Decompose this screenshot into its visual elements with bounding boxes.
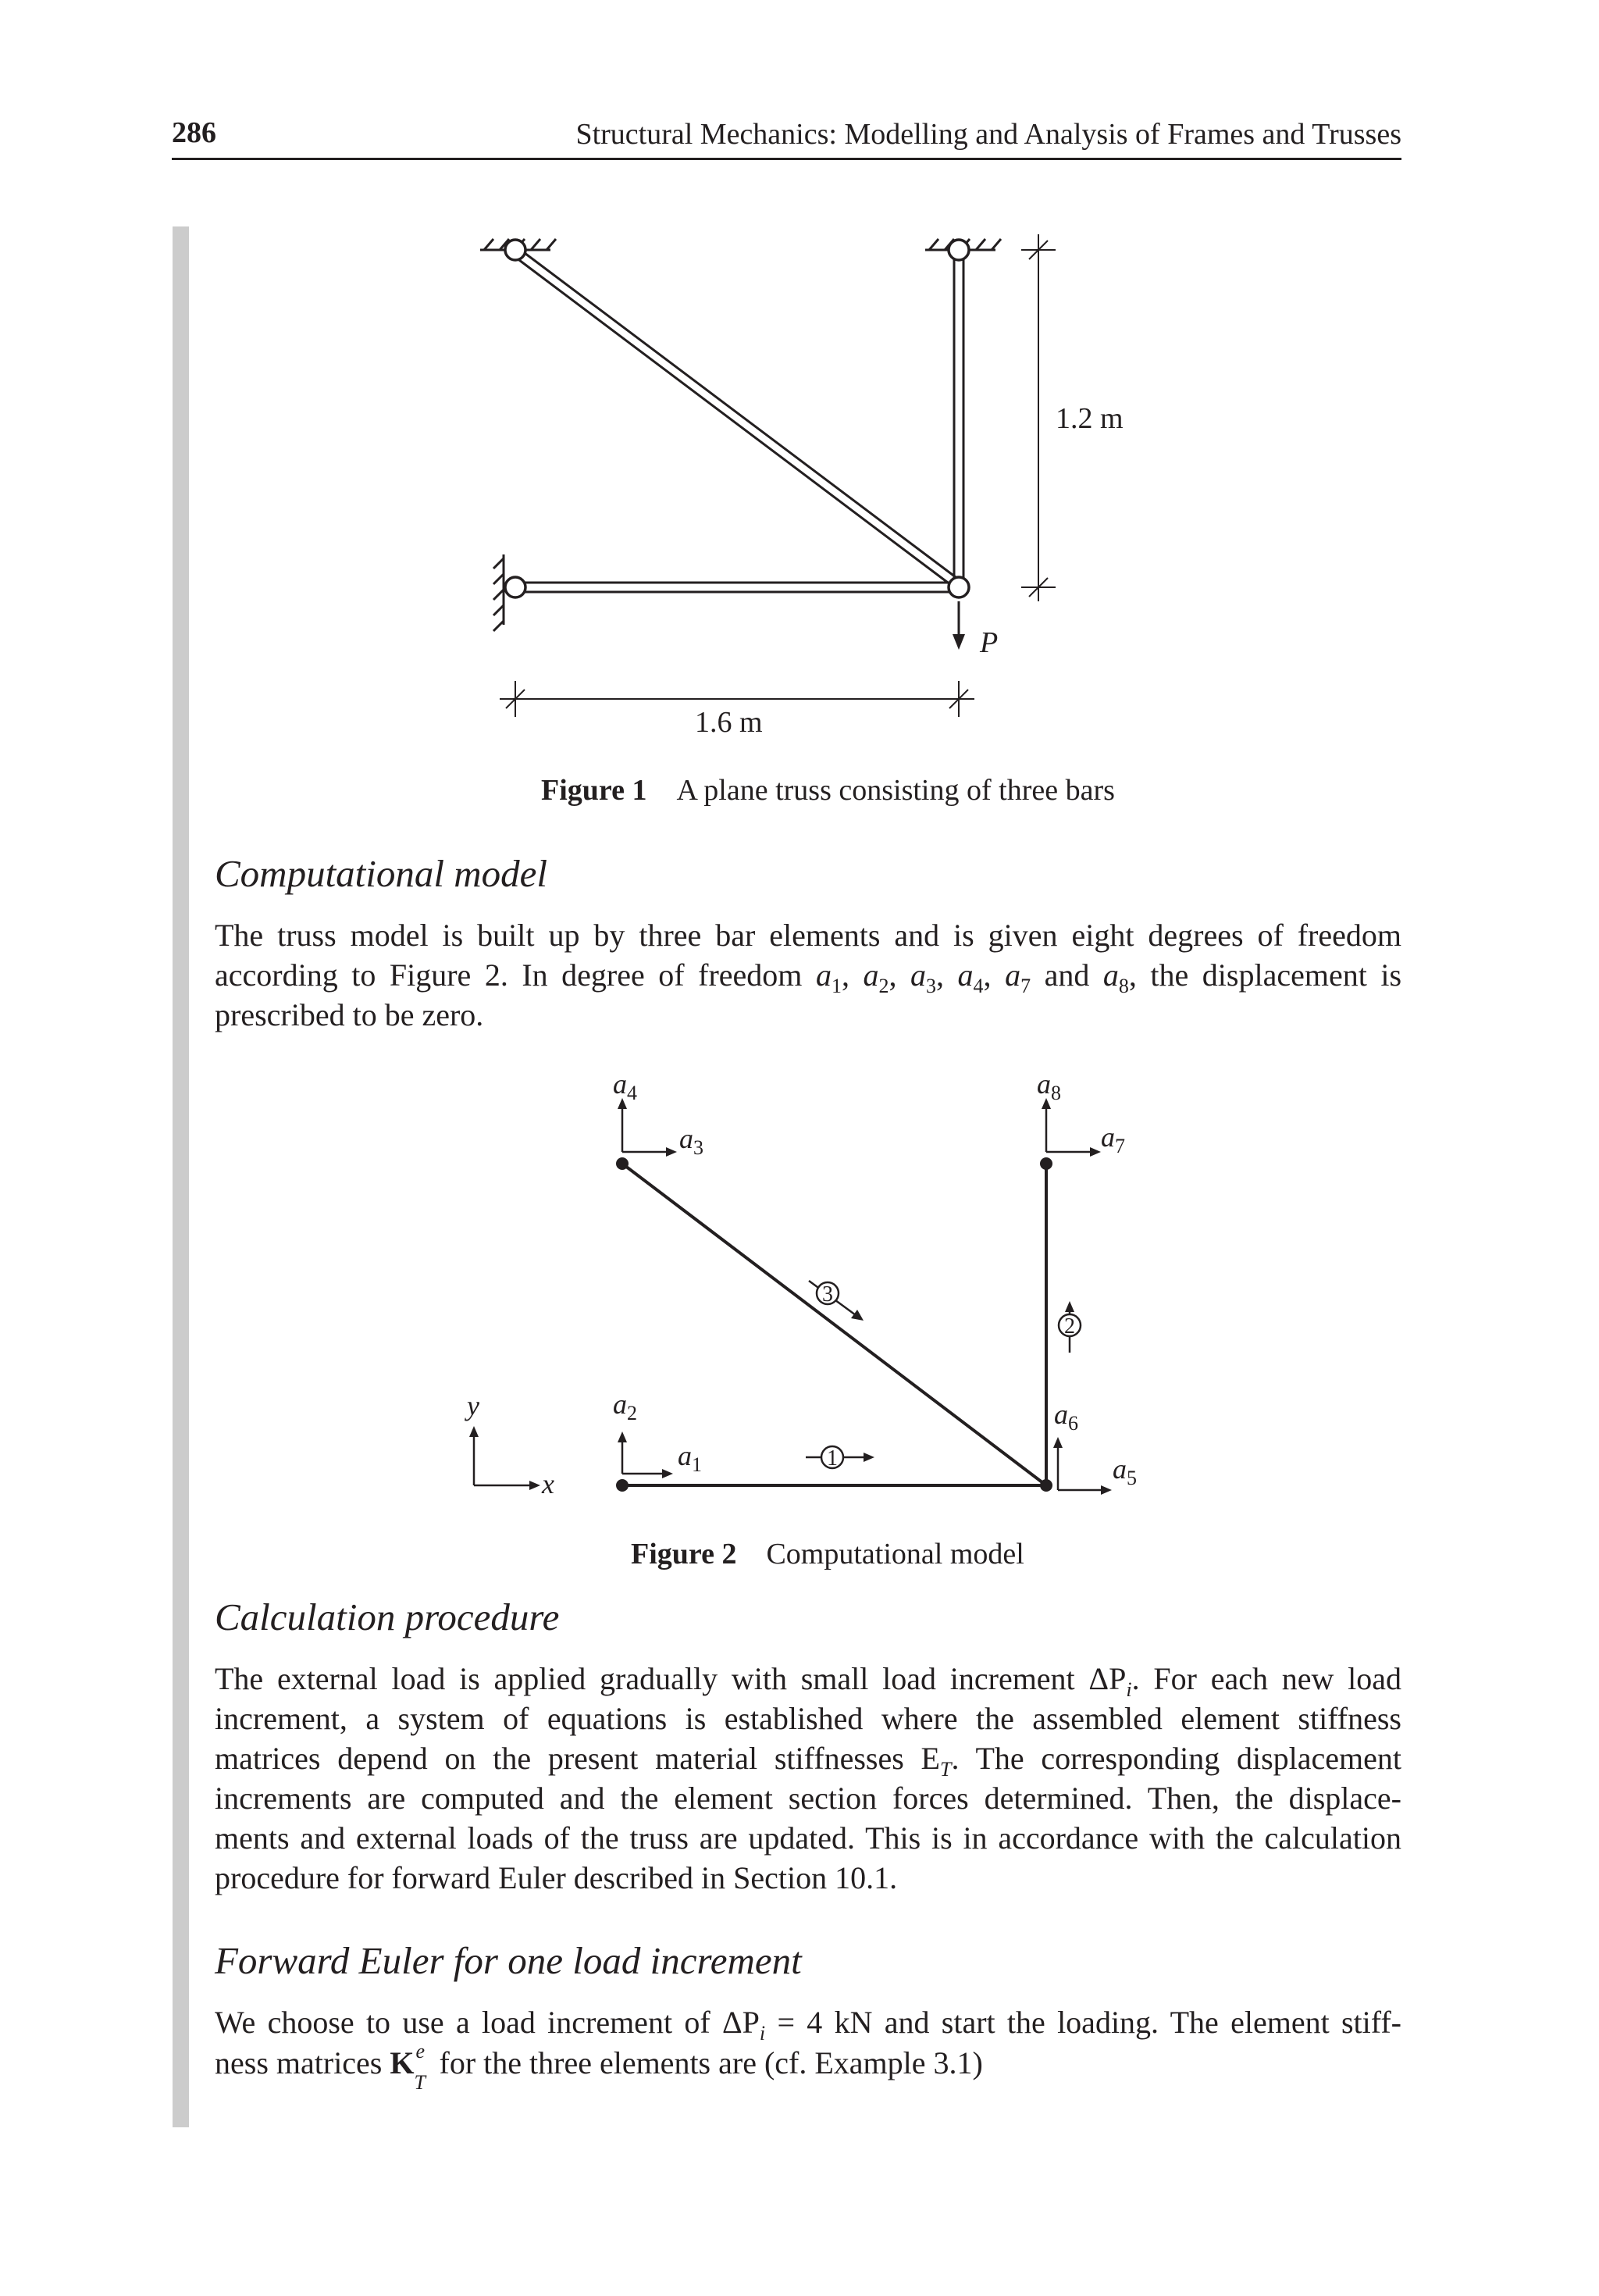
axis-x-label: x [542, 1468, 554, 1499]
cm-line-1: The truss model is built up by three bar elements and is given eight degrees of freedom [215, 918, 1401, 953]
dof-a3-label: $a_3$ [679, 1123, 703, 1159]
dimension-height [1021, 234, 1056, 601]
hinge-left [505, 577, 525, 597]
hinge-loaded [949, 577, 969, 597]
support-left [493, 554, 504, 631]
dimension-width-label: 1.6 m [695, 706, 763, 739]
axis-y-label: y [467, 1390, 479, 1421]
dof-a8-label: $a_8$ [1037, 1068, 1061, 1104]
element-1-number: 1 [827, 1446, 838, 1471]
bar-horizontal [515, 583, 949, 592]
figure-1-caption-text: A plane truss consisting of three bars [676, 774, 1115, 807]
dof-a5-label: $a_5$ [1113, 1453, 1137, 1489]
element-3-arrow [809, 1281, 864, 1321]
bar-vertical [954, 251, 963, 581]
figure-2-drawing [469, 1098, 1112, 1495]
cp-line-2: increment, a system of equations is established where the assembled element stiffness [215, 1701, 1401, 1736]
heading-computational-model: Computational model [215, 852, 548, 895]
element-3-line [622, 1164, 1046, 1485]
book-title: Structural Mechanics: Modelling and Analysis of Frames and Trusses [575, 118, 1401, 151]
node-2 [616, 1157, 629, 1170]
dof-arrows-node-1 [618, 1431, 673, 1478]
figure-2-label: Figure 2 [631, 1538, 737, 1570]
dof-arrows-node-3 [1042, 1098, 1101, 1157]
fe-line-2: ness matrices K e T for the three elements are (cf. Example 3.1) [215, 2040, 983, 2094]
heading-calculation-procedure: Calculation procedure [215, 1595, 560, 1638]
figure-2-caption [631, 1537, 1024, 1571]
hinge-top-left [505, 240, 525, 260]
node-1 [616, 1479, 629, 1492]
fe-line-1: We choose to use a load increment of $\Delta P_i = 4$ kN and start the loading. The element stiff- [215, 2005, 1401, 2045]
dof-a1-label: $a_1$ [678, 1440, 702, 1476]
load-arrow [953, 601, 965, 650]
paragraph-calculation-procedure [215, 1659, 1401, 1898]
dof-a2-label: $a_2$ [613, 1389, 637, 1424]
load-label: P [980, 626, 999, 659]
element-3-number: 3 [822, 1282, 833, 1307]
figure-2-caption-text: Computational model [766, 1538, 1024, 1570]
figure-1-label: Figure 1 [541, 774, 647, 807]
cp-line-6: procedure for forward Euler described in Section 10.1. [215, 1860, 898, 1895]
paragraph-computational-model [215, 915, 1401, 1035]
global-axes [469, 1426, 540, 1490]
dof-arrows-node-2 [618, 1098, 677, 1157]
cm-line-3: prescribed to be zero. [215, 997, 484, 1032]
heading-forward-euler: Forward Euler for one load increment [215, 1939, 802, 1982]
cm-line-2: according to Figure 2. In degree of freedom $a_1$, $a_2$, $a_3$, $a_4$, $a_7$ and $a_8$, the displacement is [215, 957, 1402, 997]
dof-a7-label: $a_7$ [1101, 1121, 1125, 1157]
cp-line-3: matrices depend on the present material stiffnesses $E_T$. The corresponding displacement [215, 1741, 1401, 1781]
dof-arrows-node-4 [1053, 1437, 1112, 1495]
bar-diagonal [513, 246, 959, 587]
page-number: 286 [172, 116, 216, 149]
hinge-top-right [949, 240, 969, 260]
figure-1-drawing [480, 234, 1056, 717]
dimension-height-label: 1.2 m [1056, 402, 1124, 435]
dof-a6-label: $a_6$ [1054, 1399, 1078, 1435]
paragraph-forward-euler [215, 2002, 1401, 2094]
cp-line-4: increments are computed and the element section forces determined. Then, the displace- [215, 1781, 1401, 1816]
element-2-number: 2 [1064, 1314, 1075, 1339]
cp-line-5: ments and external loads of the truss are updated. This is in accordance with the calculation [215, 1820, 1401, 1856]
node-3 [1040, 1157, 1052, 1170]
figure-1-caption [541, 773, 1115, 808]
dof-a4-label: $a_4$ [613, 1068, 637, 1104]
node-4 [1040, 1479, 1052, 1492]
element-1-arrow [806, 1446, 874, 1468]
cp-line-1: The external load is applied gradually with small load increment $\Delta P_i$. For each new load [215, 1661, 1401, 1701]
